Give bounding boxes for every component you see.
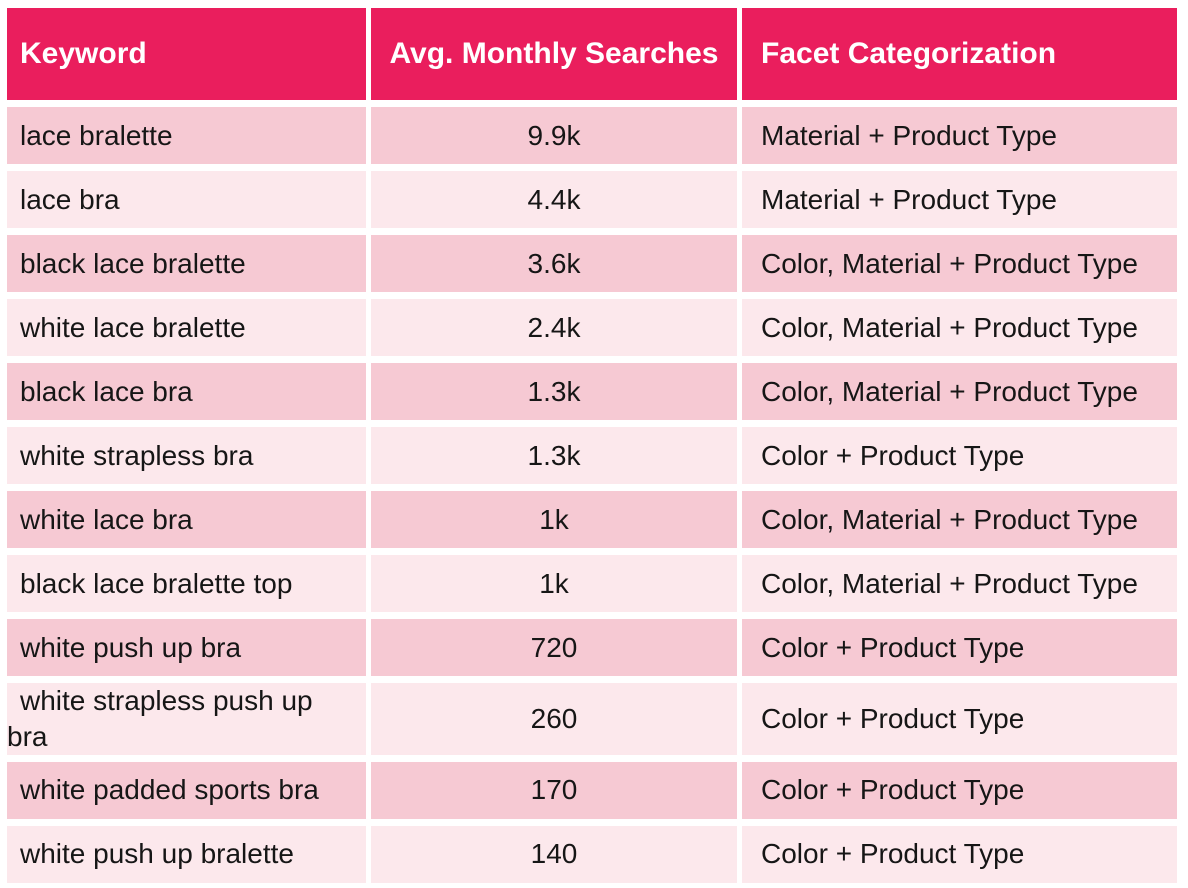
table-row-searches-cell — [371, 107, 737, 164]
facets-value: Material + Product Type — [761, 183, 1057, 215]
table-row-searches-cell — [371, 171, 737, 228]
searches-value: 140 — [530, 838, 578, 870]
column-header-label: Keyword — [20, 36, 147, 70]
facets-value: Color, Material + Product Type — [761, 311, 1138, 343]
table-row-searches-cell — [371, 427, 737, 484]
keyword-value: black lace bra — [20, 375, 193, 407]
column-header-avg-monthly-searches — [371, 8, 737, 100]
table-row-keyword-cell — [7, 299, 366, 356]
keyword-value: white strapless bra — [20, 439, 254, 471]
table-row-facets-cell — [742, 491, 1177, 548]
table-row-keyword-cell — [7, 235, 366, 292]
table-row-facets-cell — [742, 171, 1177, 228]
keyword-research-table — [7, 8, 1177, 883]
table-row-facets-cell — [742, 826, 1177, 883]
column-header-keyword — [7, 8, 366, 100]
keyword-value: white push up bra — [20, 631, 242, 663]
table-row-keyword-cell — [7, 619, 366, 676]
keyword-value: white push up bralette — [20, 838, 294, 870]
searches-value: 170 — [530, 774, 578, 806]
searches-value: 720 — [530, 631, 578, 663]
table-row-keyword-cell — [7, 491, 366, 548]
table-row-keyword-cell — [7, 826, 366, 883]
facets-value: Color + Product Type — [761, 702, 1025, 734]
facets-value: Color + Product Type — [761, 631, 1025, 663]
table-row-keyword-cell — [7, 363, 366, 420]
table-row-keyword-cell — [7, 762, 366, 819]
keyword-value: black lace bralette top — [20, 567, 293, 599]
keyword-value: white lace bralette — [20, 311, 246, 343]
keyword-value: white lace bra — [20, 503, 193, 535]
searches-value: 1.3k — [527, 375, 581, 407]
table-row-keyword-cell — [7, 555, 366, 612]
table-row-facets-cell — [742, 762, 1177, 819]
facets-value: Color + Product Type — [761, 774, 1025, 806]
table-row-searches-cell — [371, 363, 737, 420]
table-row-searches-cell — [371, 683, 737, 755]
table-row-facets-cell — [742, 363, 1177, 420]
facets-value: Color + Product Type — [761, 439, 1025, 471]
table-row-facets-cell — [742, 107, 1177, 164]
searches-value: 1.3k — [527, 439, 581, 471]
facets-value: Color, Material + Product Type — [761, 503, 1138, 535]
table-row-searches-cell — [371, 299, 737, 356]
facets-value: Color, Material + Product Type — [761, 247, 1138, 279]
table-row-keyword-cell — [7, 427, 366, 484]
table-row-facets-cell — [742, 299, 1177, 356]
table-row-keyword-cell — [7, 171, 366, 228]
searches-value: 9.9k — [527, 119, 581, 151]
searches-value: 1k — [539, 503, 569, 535]
keyword-value: white padded sports bra — [20, 774, 319, 806]
keyword-value: lace bralette — [20, 119, 173, 151]
table-row-keyword-cell — [7, 107, 366, 164]
table-row-facets-cell — [742, 555, 1177, 612]
table-row-searches-cell — [371, 762, 737, 819]
table-row-searches-cell — [371, 826, 737, 883]
searches-value: 1k — [539, 567, 569, 599]
searches-value: 4.4k — [527, 183, 581, 215]
keyword-value: black lace bralette — [20, 247, 246, 279]
table-row-facets-cell — [742, 683, 1177, 755]
table-row-facets-cell — [742, 427, 1177, 484]
facets-value: Color + Product Type — [761, 838, 1025, 870]
table-row-searches-cell — [371, 555, 737, 612]
column-header-label: Avg. Monthly Searches — [389, 36, 719, 70]
table-row-facets-cell — [742, 619, 1177, 676]
facets-value: Color, Material + Product Type — [761, 567, 1138, 599]
keyword-value: white strapless push up bra — [7, 685, 313, 752]
table-row-keyword-cell — [7, 683, 366, 755]
table-row-facets-cell — [742, 235, 1177, 292]
table-row-searches-cell — [371, 619, 737, 676]
table-row-searches-cell — [371, 491, 737, 548]
facets-value: Material + Product Type — [761, 119, 1057, 151]
column-header-label: Facet Categorization — [761, 36, 1057, 70]
table-row-searches-cell — [371, 235, 737, 292]
searches-value: 260 — [530, 702, 578, 734]
keyword-value: lace bra — [20, 183, 120, 215]
facets-value: Color, Material + Product Type — [761, 375, 1138, 407]
column-header-facet-categorization — [742, 8, 1177, 100]
searches-value: 3.6k — [527, 247, 581, 279]
searches-value: 2.4k — [527, 311, 581, 343]
